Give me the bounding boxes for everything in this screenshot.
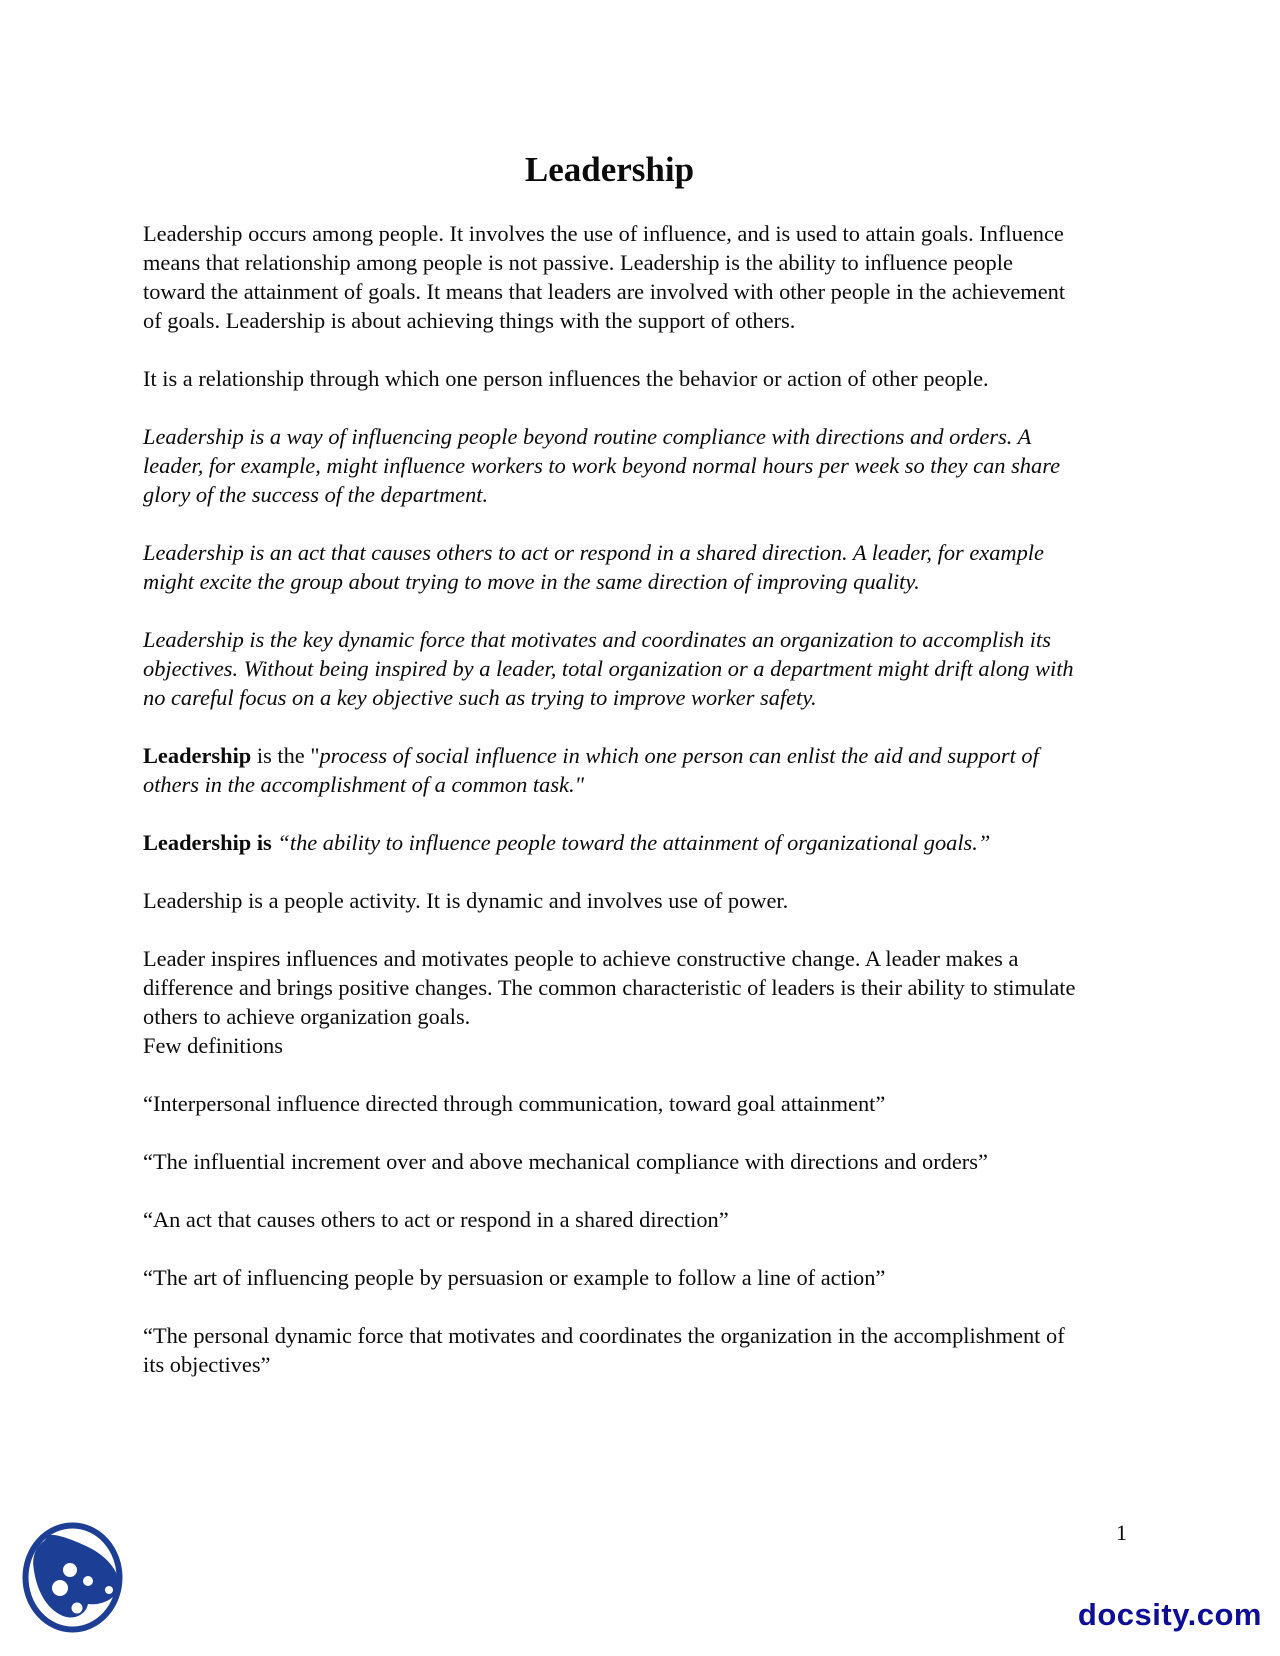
- quote-key-dynamic-force: Leadership is the key dynamic force that motivates and coordinates an organization to accomplish its objectives. Without being inspired by a leader, total organization or a department might drift along with no careful focus on a key objective such as trying to improve worker safety.: [143, 627, 1074, 710]
- quote-influencing-beyond-compliance: Leadership is a way of influencing people beyond routine compliance with directions and orders. A leader, for example, might influence workers to work beyond normal hours per week so they can share glory of the success of the department.: [143, 424, 1061, 507]
- docsity-watermark-link[interactable]: docsity.com: [1077, 1597, 1262, 1632]
- paragraph-relationship: It is a relationship through which one person influences the behavior or action of other people.: [143, 366, 989, 391]
- paragraph-intro: Leadership occurs among people. It involves the use of influence, and is used to attain goals. Influence means that relationship among people is not passive. Leadership is the ability to influence people toward the attainment of goals. It means that leaders are involved with other people in the achievement of goals. Leadership is about achieving things with the support of others.: [143, 221, 1066, 333]
- document-title: Leadership: [524, 150, 695, 189]
- paragraph-leader-inspires-text: Leader inspires influences and motivates people to achieve constructive change. A leader makes a difference and brings positive changes. The common characteristic of leaders is their ability to stimulate others to achieve organization goals.: [143, 946, 1076, 1029]
- document-content: [143, 150, 1076, 1379]
- definition-social-influence-connector: is the ": [251, 743, 320, 768]
- quote-act-shared-direction: Leadership is an act that causes others to act or respond in a shared direction. A leader, for example might excite the group about trying to move in the same direction of improving quality.: [143, 540, 1044, 594]
- definition-quote-personal-dynamic-force: “The personal dynamic force that motivates and coordinates the organization in the accomplishment of its objectives”: [143, 1323, 1065, 1377]
- page-number: 1: [1116, 1520, 1127, 1545]
- paragraph-people-activity: Leadership is a people activity. It is dynamic and involves use of power.: [143, 888, 789, 913]
- docsity-logo-icon: [20, 1521, 125, 1634]
- definition-quote-interpersonal: “Interpersonal influence directed through communication, toward goal attainment”: [143, 1091, 886, 1116]
- paragraph-leader-inspires: [143, 944, 1076, 1060]
- definition-social-influence-lead: Leadership: [143, 743, 252, 768]
- definition-social-influence: [143, 741, 1076, 799]
- few-definitions-label: Few definitions: [143, 1033, 283, 1058]
- definition-quote-act-respond: “An act that causes others to act or respond in a shared direction”: [143, 1207, 729, 1232]
- definition-quote-influential-increment: “The influential increment over and above mechanical compliance with directions and orders”: [143, 1149, 988, 1174]
- definition-ability: [143, 828, 1076, 857]
- definition-ability-quote: “the ability to influence people toward the attainment of organizational goals.”: [277, 830, 991, 855]
- definition-ability-lead: Leadership is: [143, 830, 272, 855]
- definition-quote-art-of-influencing: “The art of influencing people by persuasion or example to follow a line of action”: [143, 1265, 886, 1290]
- definition-social-influence-quote: process of social influence in which one person can enlist the aid and support of others in the accomplishment of a common task.": [143, 743, 1039, 797]
